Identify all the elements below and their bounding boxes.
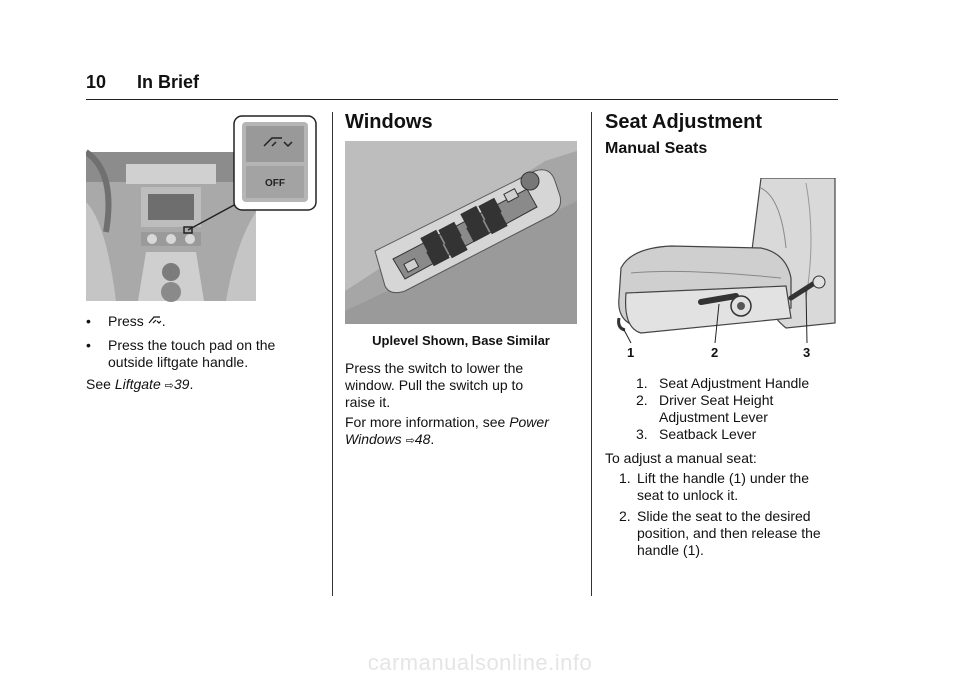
windows-p1-line1: Press the switch to lower the bbox=[345, 360, 524, 376]
page-ref-icon: ⇨ bbox=[164, 380, 174, 392]
windows-paragraph-2 bbox=[345, 414, 549, 450]
manual-seats-subheading: Manual Seats bbox=[605, 140, 708, 157]
bullet-marker: • bbox=[86, 313, 91, 329]
legend-3 bbox=[636, 426, 648, 443]
touchpad-line-1: Press the touch pad on the bbox=[108, 337, 276, 353]
legend-1-line1: Seat Adjustment Handle bbox=[659, 375, 810, 391]
step-1-text bbox=[637, 470, 809, 504]
bullet-touchpad-text bbox=[108, 337, 275, 371]
page-number: 10 bbox=[86, 72, 107, 92]
liftgate-page[interactable]: 39 bbox=[173, 376, 190, 392]
liftgate-icon bbox=[148, 314, 162, 326]
windows-p2-suffix: . bbox=[430, 431, 435, 447]
power-windows-link-2[interactable]: Windows bbox=[345, 431, 402, 447]
legend-3-line1: Seatback Lever bbox=[659, 426, 757, 442]
liftgate-link[interactable]: Liftgate bbox=[114, 376, 161, 392]
windows-p1-line3: raise it. bbox=[345, 394, 391, 410]
watermark: carmanualsonline.info bbox=[367, 650, 593, 675]
legend-1-num: 1. bbox=[636, 375, 648, 391]
step-1-num: 1. bbox=[619, 470, 631, 486]
bullet-touchpad bbox=[86, 337, 91, 354]
touchpad-line-2: outside liftgate handle. bbox=[108, 354, 249, 370]
press-period: . bbox=[161, 313, 166, 329]
window-switch-figure bbox=[345, 141, 577, 324]
legend-2-line2: Adjustment Lever bbox=[659, 409, 768, 425]
step-2-line3: handle (1). bbox=[637, 542, 704, 558]
step-1-line1: Lift the handle (1) under the bbox=[637, 470, 810, 486]
section-title: In Brief bbox=[137, 72, 200, 92]
legend-2-text bbox=[659, 392, 773, 426]
legend-1-text bbox=[659, 375, 809, 392]
page-ref-icon: ⇨ bbox=[405, 435, 415, 447]
press-label: Press bbox=[108, 313, 144, 329]
see-liftgate bbox=[86, 376, 193, 395]
windows-heading: Windows bbox=[345, 111, 433, 133]
header-rule bbox=[86, 99, 838, 100]
windows-p2-text: For more information, see bbox=[345, 414, 506, 430]
bullet-press bbox=[86, 313, 91, 330]
bullet-marker: • bbox=[86, 337, 91, 353]
callout-2: 2 bbox=[711, 345, 719, 360]
step-2-line1: Slide the seat to the desired bbox=[637, 508, 811, 524]
power-windows-link[interactable]: Power bbox=[509, 414, 549, 430]
adjust-intro: To adjust a manual seat: bbox=[605, 450, 757, 466]
step-2-text bbox=[637, 508, 821, 559]
legend-2 bbox=[636, 392, 648, 409]
column-divider-2 bbox=[591, 112, 592, 596]
windows-caption: Uplevel Shown, Base Similar bbox=[372, 333, 550, 348]
legend-3-num: 3. bbox=[636, 426, 648, 442]
off-button-label: OFF bbox=[265, 178, 285, 189]
seat-adjustment-heading: Seat Adjustment bbox=[605, 111, 763, 133]
legend-1 bbox=[636, 375, 648, 392]
callout-1: 1 bbox=[627, 345, 635, 360]
step-2-num: 2. bbox=[619, 508, 631, 524]
legend-2-num: 2. bbox=[636, 392, 648, 408]
seat-figure bbox=[611, 178, 837, 348]
windows-p1-line2: window. Pull the switch up to bbox=[345, 377, 524, 393]
legend-3-text bbox=[659, 426, 756, 443]
callout-3: 3 bbox=[803, 345, 811, 360]
column-divider-1 bbox=[332, 112, 333, 596]
power-windows-page[interactable]: 48 bbox=[414, 431, 431, 447]
step-1-line2: seat to unlock it. bbox=[637, 487, 739, 503]
liftgate-figure bbox=[86, 112, 318, 302]
windows-paragraph-1 bbox=[345, 360, 523, 411]
see-suffix: . bbox=[189, 376, 194, 392]
see-prefix: See bbox=[86, 376, 111, 392]
bullet-press-text bbox=[108, 313, 166, 330]
legend-2-line1: Driver Seat Height bbox=[659, 392, 774, 408]
step-2-line2: position, and then release the bbox=[637, 525, 821, 541]
